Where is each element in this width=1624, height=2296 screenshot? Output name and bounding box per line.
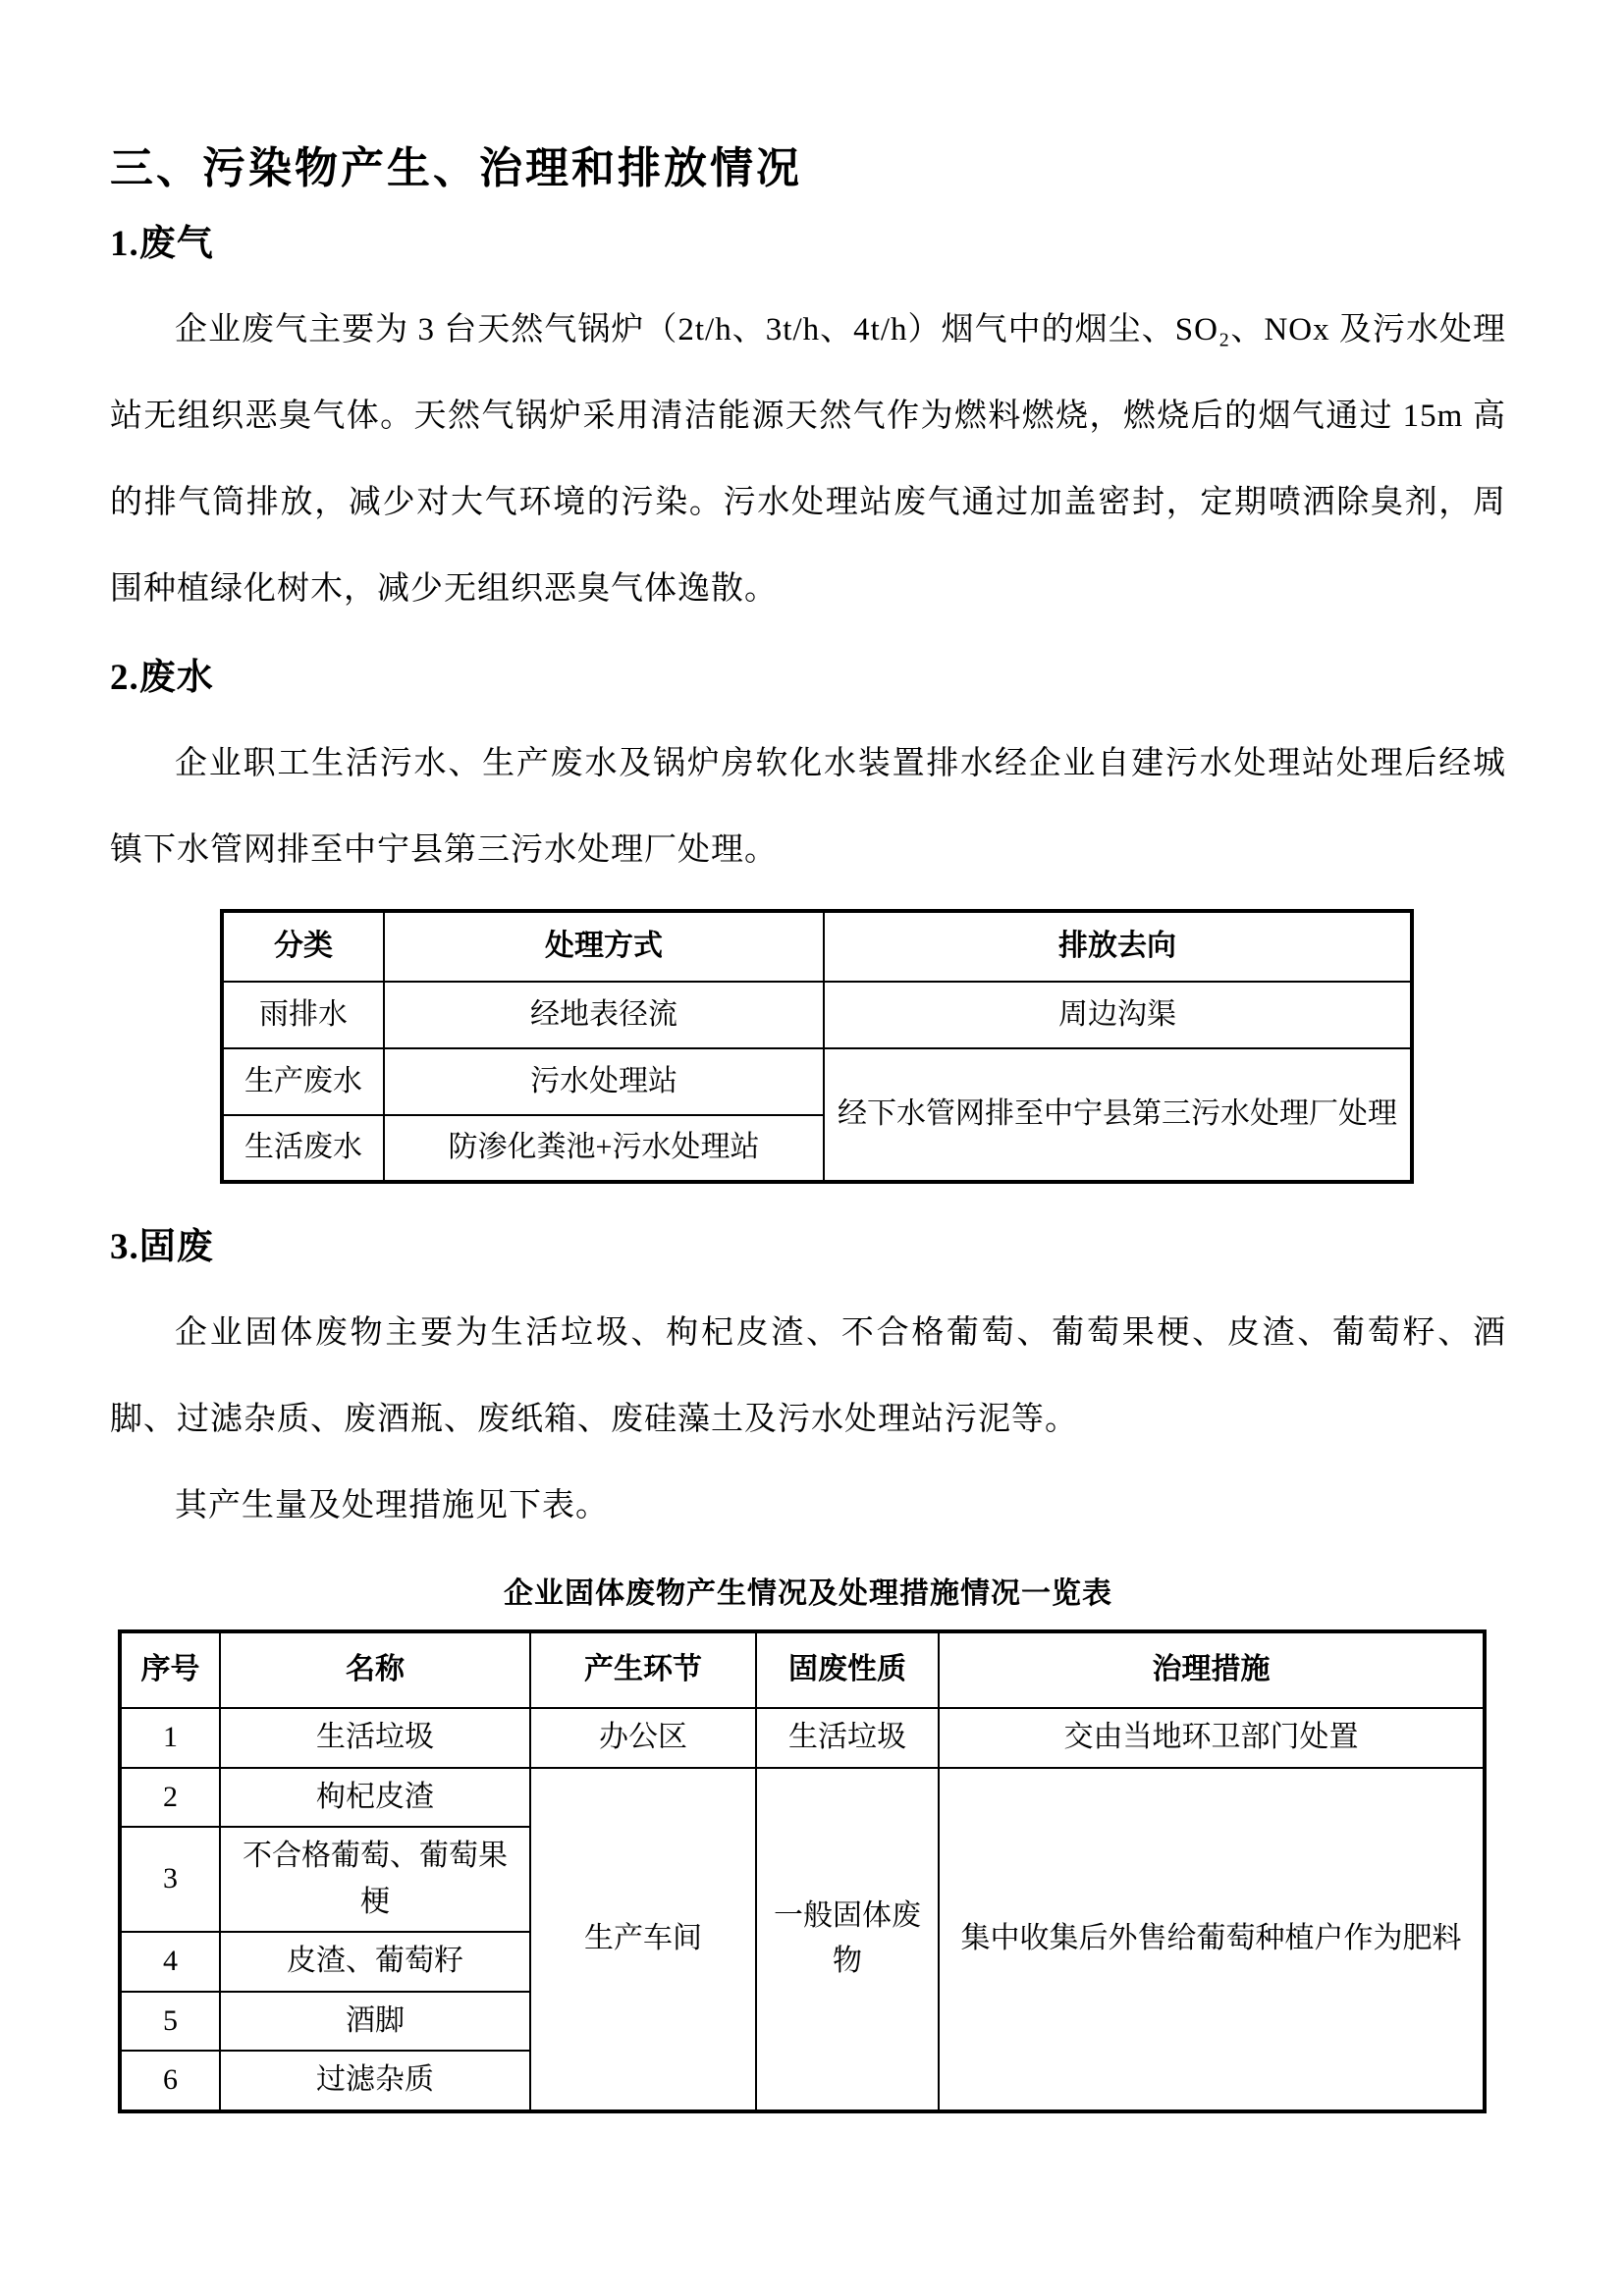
solid-waste-table-cell: 生活垃圾 <box>756 1708 939 1768</box>
wastewater-table-header: 排放去向 <box>824 911 1412 982</box>
solid-waste-table-header: 治理措施 <box>939 1631 1485 1708</box>
solid-waste-table-cell: 3 <box>120 1827 220 1932</box>
table-row <box>120 1768 1485 1828</box>
solid-waste-table-header-row <box>120 1631 1485 1708</box>
solid-waste-table-cell-merged: 集中收集后外售给葡萄种植户作为肥料 <box>939 1768 1485 2111</box>
solid-waste-table-cell: 枸杞皮渣 <box>220 1768 530 1828</box>
wastewater-table-cell-merged: 经下水管网排至中宁县第三污水处理厂处理 <box>824 1048 1412 1182</box>
wastewater-table-cell: 生活废水 <box>222 1115 384 1182</box>
solid-waste-paragraph: 企业固体废物主要为生活垃圾、枸杞皮渣、不合格葡萄、葡萄果梗、皮渣、葡萄籽、酒脚、过滤杂质、废酒瓶、废纸箱、废硅藻土及污水处理站污泥等。 <box>110 1315 1506 1437</box>
solid-waste-table-cell: 2 <box>120 1768 220 1828</box>
solid-waste-table-header: 固废性质 <box>756 1631 939 1708</box>
wastewater-table-cell: 雨排水 <box>222 982 384 1048</box>
solid-waste-table-header: 名称 <box>220 1631 530 1708</box>
solid-waste-table-cell: 不合格葡萄、葡萄果梗 <box>220 1827 530 1932</box>
solid-waste-table-header: 序号 <box>120 1631 220 1708</box>
solid-waste-table-title: 企业固体废物产生情况及处理措施情况一览表 <box>504 1577 1112 1610</box>
solid-waste-table-cell: 5 <box>120 1992 220 2052</box>
wastewater-table-header-row <box>222 911 1412 982</box>
wastewater-table-cell: 经地表径流 <box>384 982 824 1048</box>
table-row <box>120 1708 1485 1768</box>
solid-waste-table-cell: 皮渣、葡萄籽 <box>220 1932 530 1992</box>
solid-waste-table <box>118 1629 1487 2113</box>
wastewater-table-cell: 周边沟渠 <box>824 982 1412 1048</box>
solid-waste-table-cell: 交由当地环卫部门处置 <box>939 1708 1485 1768</box>
wastewater-table <box>220 909 1414 1184</box>
subsection-title-solid-waste: 3.固废 <box>110 1227 214 1267</box>
wastewater-table-cell: 生产废水 <box>222 1048 384 1115</box>
wastewater-table-header: 处理方式 <box>384 911 824 982</box>
solid-waste-table-cell-merged: 生产车间 <box>530 1768 756 2111</box>
wastewater-table-header: 分类 <box>222 911 384 982</box>
table-row <box>222 1048 1412 1115</box>
solid-waste-table-cell: 生活垃圾 <box>220 1708 530 1768</box>
solid-waste-table-cell: 酒脚 <box>220 1992 530 2052</box>
subsection-title-wastewater: 2.废水 <box>110 658 214 698</box>
solid-waste-table-cell: 4 <box>120 1932 220 1992</box>
section-heading: 三、污染物产生、治理和排放情况 <box>110 144 802 192</box>
subsection-title-waste-gas: 1.废气 <box>110 224 214 264</box>
solid-waste-table-cell: 6 <box>120 2051 220 2111</box>
solid-waste-note: 其产生量及处理措施见下表。 <box>175 1488 609 1523</box>
wastewater-table-cell: 污水处理站 <box>384 1048 824 1115</box>
solid-waste-table-cell: 1 <box>120 1708 220 1768</box>
wastewater-table-cell: 防渗化粪池+污水处理站 <box>384 1115 824 1182</box>
wastewater-paragraph: 企业职工生活污水、生产废水及锅炉房软化水装置排水经企业自建污水处理站处理后经城镇下水管网排至中宁县第三污水处理厂处理。 <box>110 746 1506 868</box>
solid-waste-table-cell-merged: 一般固体废物 <box>756 1768 939 2111</box>
table-row <box>222 982 1412 1048</box>
solid-waste-table-cell: 办公区 <box>530 1708 756 1768</box>
solid-waste-table-cell: 过滤杂质 <box>220 2051 530 2111</box>
waste-gas-paragraph: 企业废气主要为 3 台天然气锅炉（2t/h、3t/h、4t/h）烟气中的烟尘、SO₂、NOx 及污水处理站无组织恶臭气体。天然气锅炉采用清洁能源天然气作为燃料燃烧，燃烧后的烟气通过 15m 高的排气筒排放，减少对大气环境的污染。污水处理站废气通过加盖密封，定期喷洒除臭剂，周围种植绿化树木，减少无组织恶臭气体逸散。 <box>110 312 1506 607</box>
solid-waste-table-header: 产生环节 <box>530 1631 756 1708</box>
